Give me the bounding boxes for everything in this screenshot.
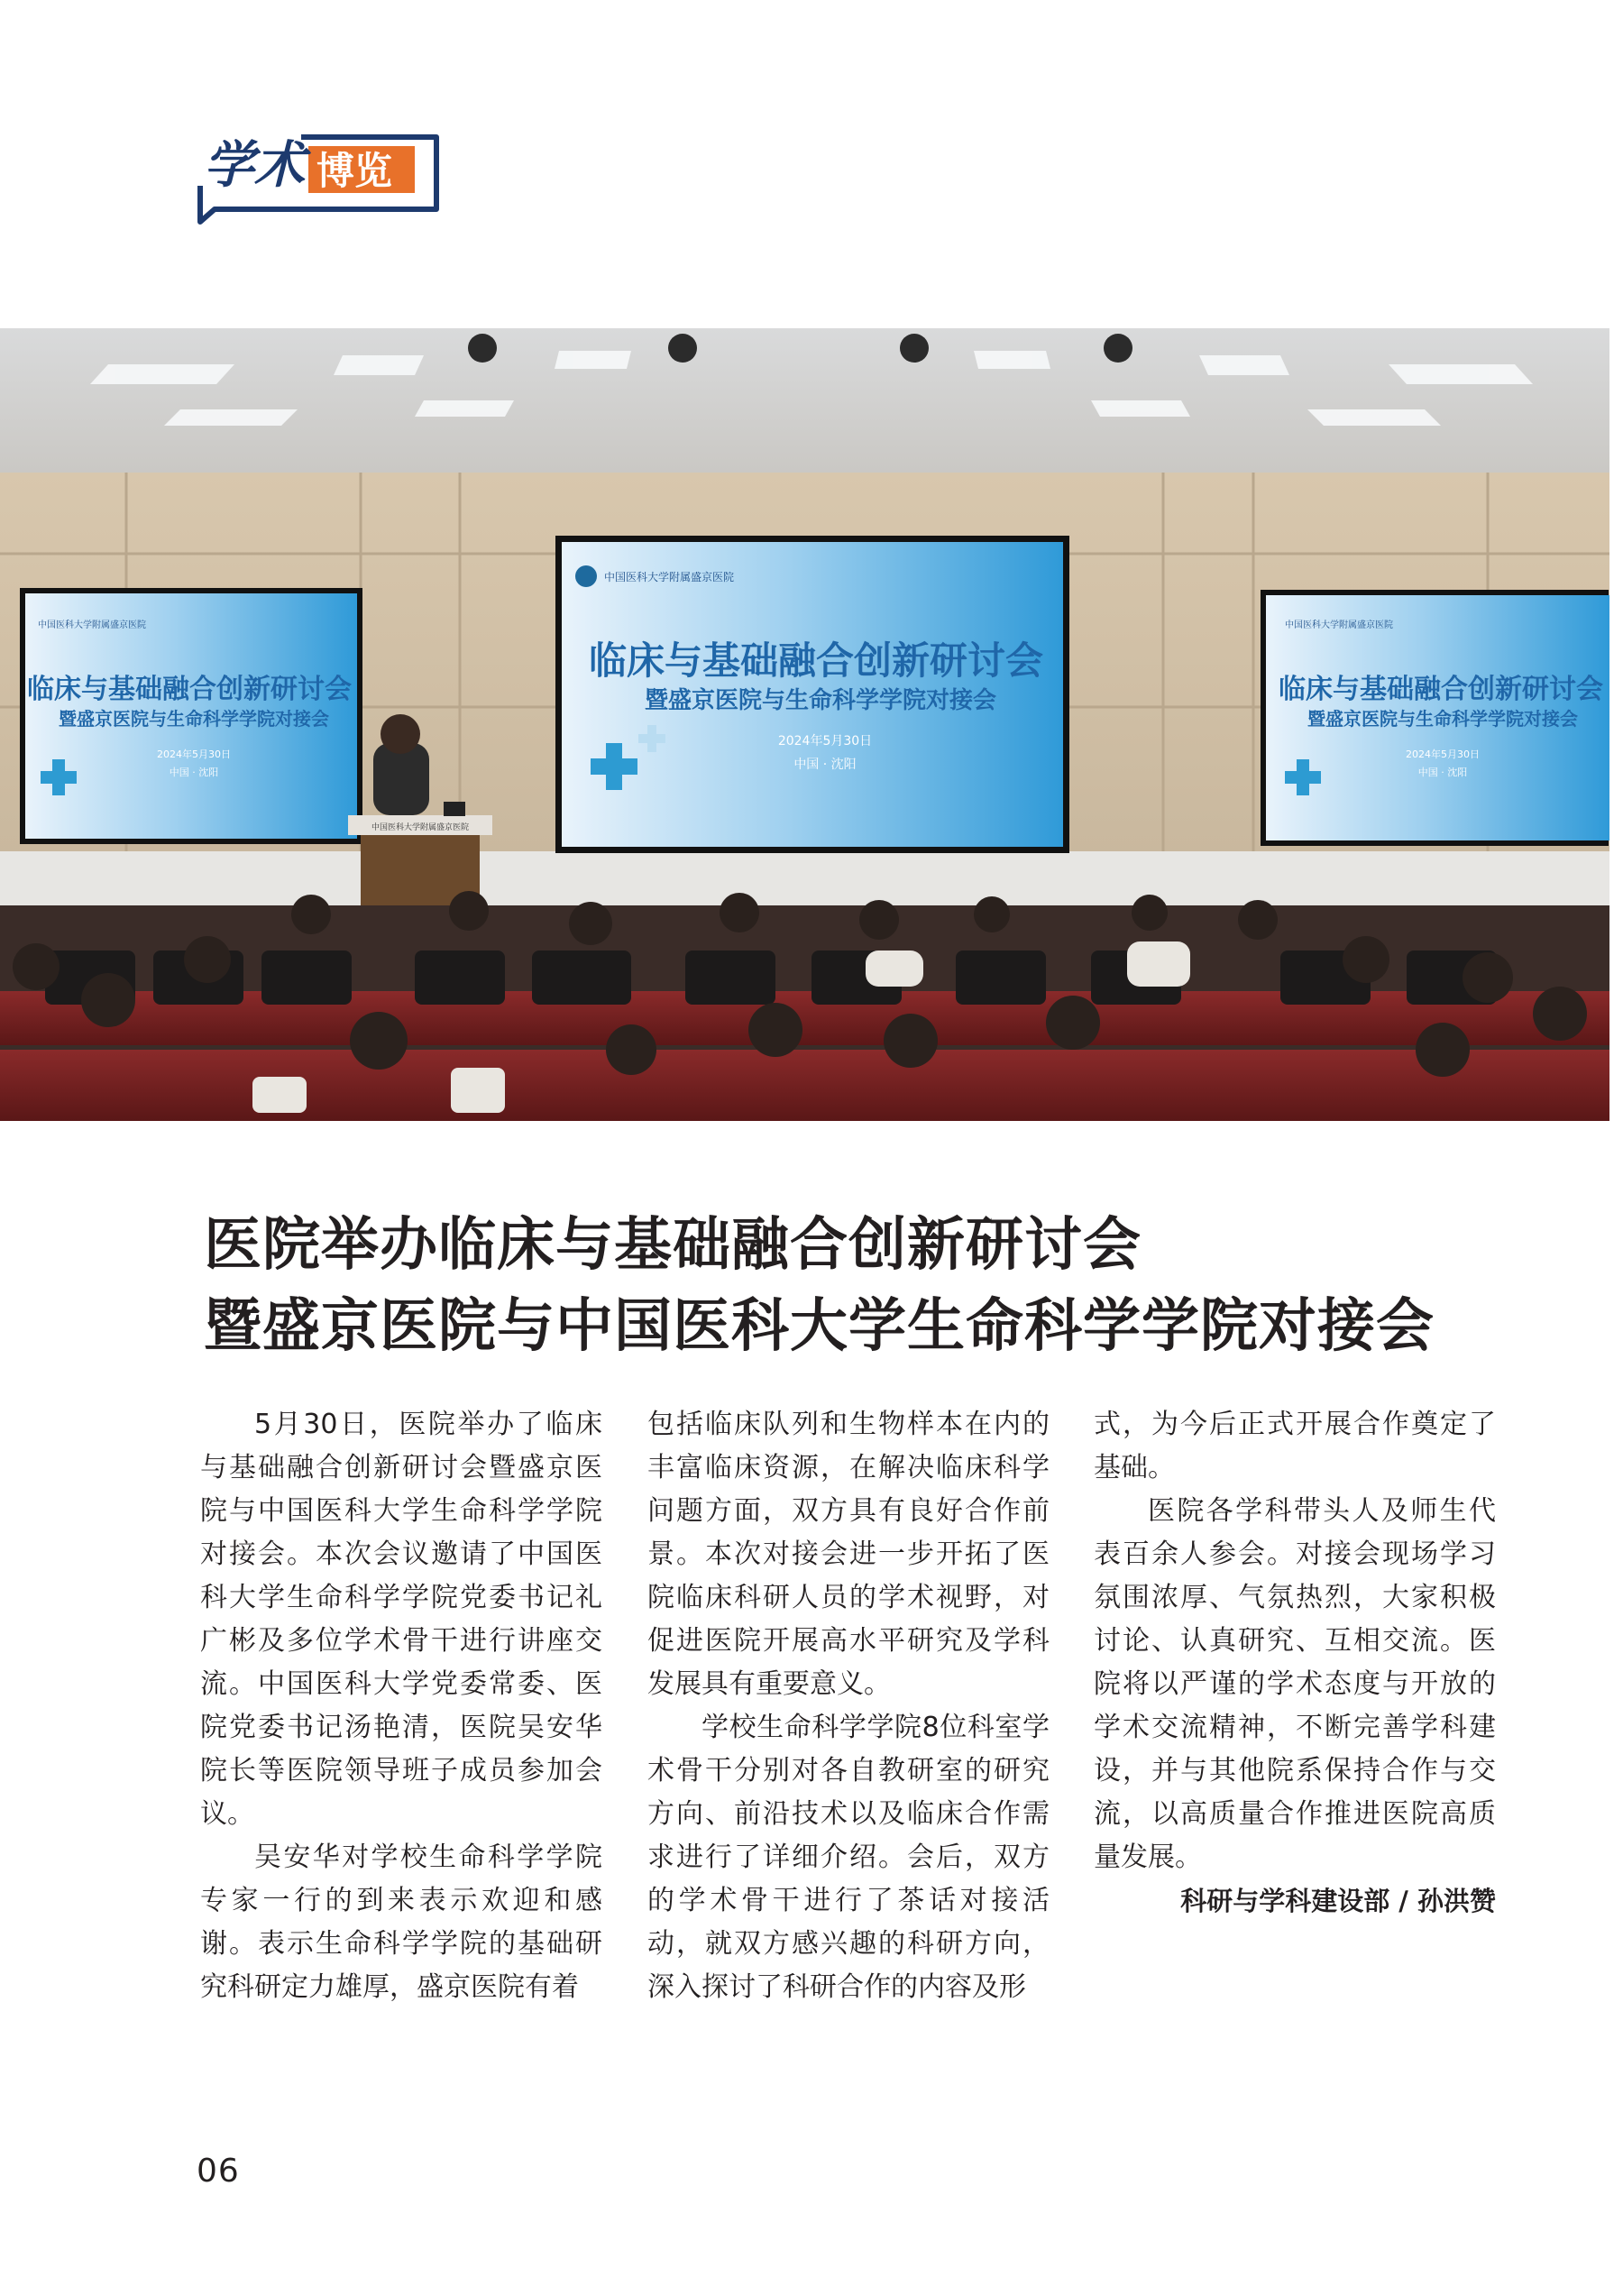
logo-main-text: 学术 bbox=[204, 136, 305, 195]
center-screen bbox=[555, 536, 1069, 853]
paragraph: 学校生命科学学院8位科室学术骨干分别对各自教研室的研究方向、前沿技术以及临床合作需求进行了详细介绍。会后，双方的学术骨干进行了茶话对接活动，就双方感兴趣的科研方向，深入探讨了科研合作的内容及形 bbox=[647, 1712, 1050, 2003]
article-column-3 bbox=[1094, 1403, 1496, 1923]
paragraph: 5月30日，医院举办了临床与基础融合创新研讨会暨盛京医院与中国医科大学生命科学学院对接会。本次会议邀请了中国医科大学生命科学学院党委书记礼广彬及多位学术骨干进行讲座交流。中国医科大学党委常委、医院党委书记汤艳清，医院吴安华院长等医院领导班子成员参加会议。 bbox=[200, 1409, 602, 1830]
paragraph: 吴安华对学校生命科学学院专家一行的到来表示欢迎和感谢。表示生命科学学院的基础研究科研定力雄厚，盛京医院有着 bbox=[200, 1841, 602, 2003]
svg-text:临床与基础融合创新研讨会: 临床与基础融合创新研讨会 bbox=[1279, 674, 1603, 705]
headline-line-1: 医院举办临床与基础融合创新研讨会 bbox=[204, 1212, 1142, 1279]
svg-text:中国医科大学附属盛京医院: 中国医科大学附属盛京医院 bbox=[604, 571, 735, 583]
svg-text:2024年5月30日: 2024年5月30日 bbox=[777, 734, 873, 748]
paragraph-continued: 式，为今后正式开展合作奠定了基础。 bbox=[1094, 1409, 1496, 1483]
conference-photo bbox=[0, 328, 1609, 1121]
section-logo bbox=[197, 132, 440, 229]
paragraph: 医院各学科带头人及师生代表百余人参会。对接会现场学习氛围浓厚、气氛热烈，大家积极讨论、认真研究、互相交流。医院将以严谨的学术态度与开放的学术交流精神，不断完善学科建设，并与其他院系保持合作与交流，以高质量合作推进医院高质量发展。 bbox=[1094, 1495, 1496, 1873]
svg-text:暨盛京医院与生命科学学院对接会: 暨盛京医院与生命科学学院对接会 bbox=[59, 708, 329, 730]
right-screen bbox=[1261, 590, 1609, 846]
svg-text:中国医科大学附属盛京医院: 中国医科大学附属盛京医院 bbox=[371, 823, 470, 832]
svg-text:中国 · 沈阳: 中国 · 沈阳 bbox=[793, 758, 857, 772]
article-column-2 bbox=[647, 1403, 1050, 2009]
paragraph-continued: 包括临床队列和生物样本在内的丰富临床资源，在解决临床科学问题方面，双方具有良好合作前景。本次对接会进一步开拓了医院临床科研人员的学术视野，对促进医院开展高水平研究及学科发展具有重要意义。 bbox=[647, 1409, 1050, 1700]
svg-text:暨盛京医院与生命科学学院对接会: 暨盛京医院与生命科学学院对接会 bbox=[1307, 708, 1578, 730]
byline: 科研与学科建设部 / 孙洪赞 bbox=[1180, 1886, 1496, 1916]
svg-text:中国 · 沈阳: 中国 · 沈阳 bbox=[169, 767, 219, 778]
svg-text:2024年5月30日: 2024年5月30日 bbox=[157, 748, 231, 760]
audience-seats bbox=[0, 991, 1609, 1121]
ceiling bbox=[0, 328, 1609, 482]
svg-text:中国医科大学附属盛京医院: 中国医科大学附属盛京医院 bbox=[38, 620, 146, 630]
svg-text:临床与基础融合创新研讨会: 临床与基础融合创新研讨会 bbox=[588, 638, 1044, 683]
svg-text:临床与基础融合创新研讨会: 临床与基础融合创新研讨会 bbox=[27, 674, 352, 705]
left-screen bbox=[20, 588, 362, 844]
svg-text:中国医科大学附属盛京医院: 中国医科大学附属盛京医院 bbox=[1285, 620, 1393, 630]
logo-accent-text: 博览 bbox=[316, 149, 393, 193]
headline-line-2: 暨盛京医院与中国医科大学生命科学学院对接会 bbox=[204, 1293, 1435, 1360]
svg-text:暨盛京医院与生命科学学院对接会: 暨盛京医院与生命科学学院对接会 bbox=[644, 687, 997, 714]
page-number: 06 bbox=[197, 2153, 240, 2190]
svg-text:中国 · 沈阳: 中国 · 沈阳 bbox=[1417, 767, 1468, 778]
article-headline bbox=[204, 1205, 1511, 1367]
article-column-1 bbox=[200, 1403, 602, 2009]
svg-text:2024年5月30日: 2024年5月30日 bbox=[1406, 748, 1480, 760]
